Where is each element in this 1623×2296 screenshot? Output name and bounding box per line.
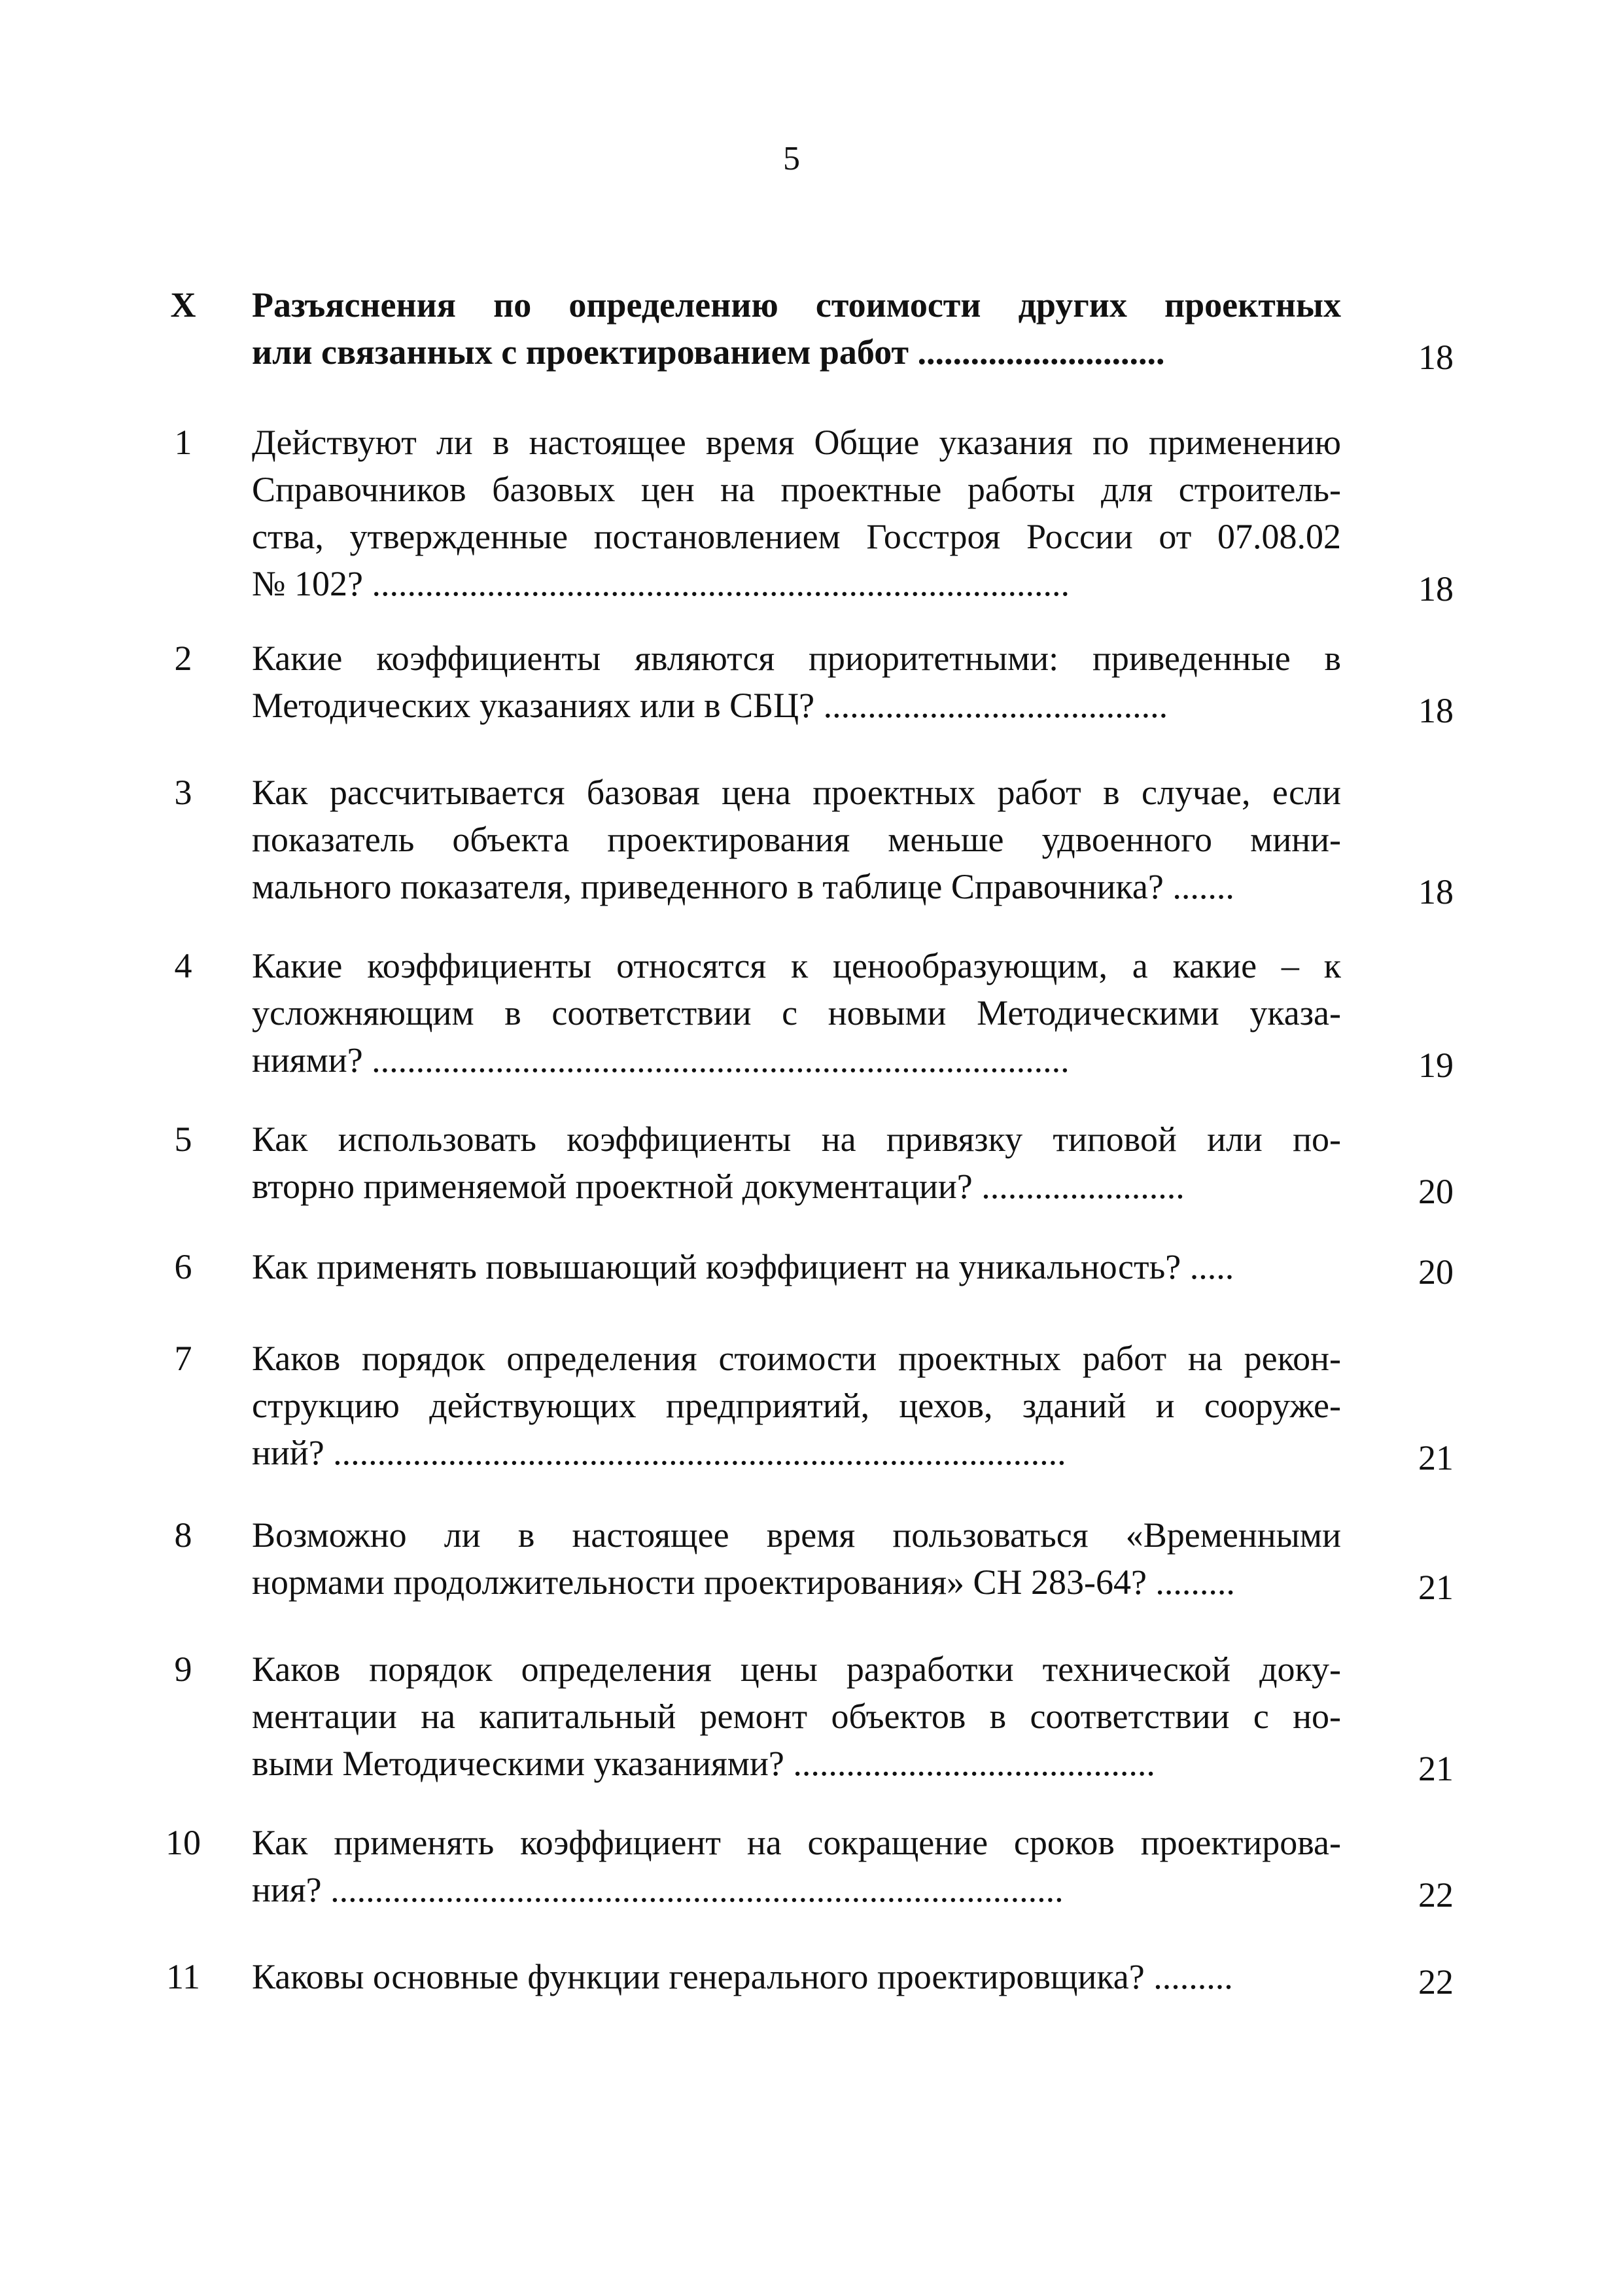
entry-number: 1 (174, 423, 192, 462)
entry-number: 5 (174, 1120, 192, 1159)
entry-title (252, 1511, 1341, 1606)
entry-title (252, 635, 1341, 729)
entry-line: ниями? ............................................................................... (252, 1040, 1070, 1080)
entry-line: ний? ................................................................................... (252, 1433, 1066, 1472)
entry-title (252, 281, 1341, 376)
entry-number: 2 (174, 639, 192, 678)
entry-line: выми Методическими указаниями? ......................................... (252, 1744, 1155, 1783)
entry-number: 6 (174, 1247, 192, 1286)
entry-line: Каков порядок определения цены разработки технической доку- (252, 1650, 1341, 1689)
entry-number: 3 (174, 773, 192, 812)
entry-line: ства, утвержденные постановлением Госстроя России от 07.08.02 (252, 517, 1341, 556)
entry-line: Методических указаниях или в СБЦ? ....................................... (252, 686, 1168, 725)
entry-page-number: 18 (1418, 872, 1454, 911)
entry-line: ния? ................................................................................... (252, 1870, 1064, 1909)
entry-page-number: 18 (1418, 691, 1454, 730)
entry-line: Как применять повышающий коэффициент на уникальность? ..... (252, 1247, 1234, 1286)
entry-title (252, 1819, 1341, 1913)
entry-line: вторно применяемой проектной документации? ....................... (252, 1167, 1185, 1206)
entry-page-number: 22 (1418, 1875, 1454, 1915)
entry-line: Каковы основные функции генерального проектировщика? ......... (252, 1957, 1233, 1996)
entry-line: Как применять коэффициент на сокращение сроков проектирова- (252, 1823, 1341, 1862)
entry-line: мального показателя, приведенного в таблице Справочника? ....... (252, 867, 1234, 906)
entry-title (252, 1116, 1341, 1210)
entry-page-number: 20 (1418, 1252, 1454, 1292)
entry-number: 4 (174, 946, 192, 985)
entry-line: Как использовать коэффициенты на привязку типовой или по- (252, 1120, 1341, 1159)
entry-page-number: 21 (1418, 1749, 1454, 1788)
entry-title (252, 942, 1341, 1084)
entry-line: Какие коэффициенты являются приоритетными: приведенные в (252, 639, 1341, 678)
entry-line: Действуют ли в настоящее время Общие указания по применению (252, 423, 1341, 462)
entry-line: ментации на капитальный ремонт объектов в соответствии с но- (252, 1697, 1341, 1736)
entry-line: Какие коэффициенты относятся к ценообразующим, а какие – к (252, 946, 1341, 985)
entry-number: 8 (174, 1515, 192, 1555)
entry-line: Возможно ли в настоящее время пользоваться «Временными (252, 1515, 1341, 1555)
page-number: 5 (783, 140, 800, 177)
entry-page-number: 18 (1418, 338, 1454, 377)
entry-title (252, 769, 1341, 910)
entry-page-number: 21 (1418, 1568, 1454, 1607)
entry-line: или связанных с проектированием работ ............................ (252, 332, 1165, 372)
entry-page-number: 18 (1418, 569, 1454, 609)
entry-number: 7 (174, 1339, 192, 1378)
entry-number: 9 (174, 1650, 192, 1689)
entry-title (252, 1335, 1341, 1476)
entry-line: Каков порядок определения стоимости проектных работ на рекон- (252, 1339, 1341, 1378)
entry-page-number: 21 (1418, 1438, 1454, 1477)
entry-line: показатель объекта проектирования меньше удвоенного мини- (252, 820, 1341, 859)
entry-line: струкцию действующих предприятий, цехов, зданий и сооруже- (252, 1386, 1341, 1425)
entry-number: 11 (166, 1957, 200, 1996)
entry-number: X (170, 285, 196, 325)
entry-title (252, 419, 1341, 607)
entry-page-number: 19 (1418, 1046, 1454, 1085)
entry-line: усложняющим в соответствии с новыми Методическими указа- (252, 993, 1341, 1033)
entry-title (252, 1646, 1341, 1787)
entry-line: Как рассчитывается базовая цена проектных работ в случае, если (252, 773, 1341, 812)
entry-line: Разъяснения по определению стоимости других проектных (252, 285, 1341, 325)
entry-page-number: 20 (1418, 1172, 1454, 1211)
entry-line: нормами продолжительности проектирования» СН 283-64? ......... (252, 1563, 1235, 1602)
entry-title (252, 1953, 1341, 2000)
entry-title (252, 1243, 1341, 1290)
entry-line: № 102? ............................................................................... (252, 564, 1070, 603)
entry-line: Справочников базовых цен на проектные работы для строитель- (252, 470, 1341, 509)
entry-page-number: 22 (1418, 1962, 1454, 2002)
entry-number: 10 (166, 1823, 201, 1862)
